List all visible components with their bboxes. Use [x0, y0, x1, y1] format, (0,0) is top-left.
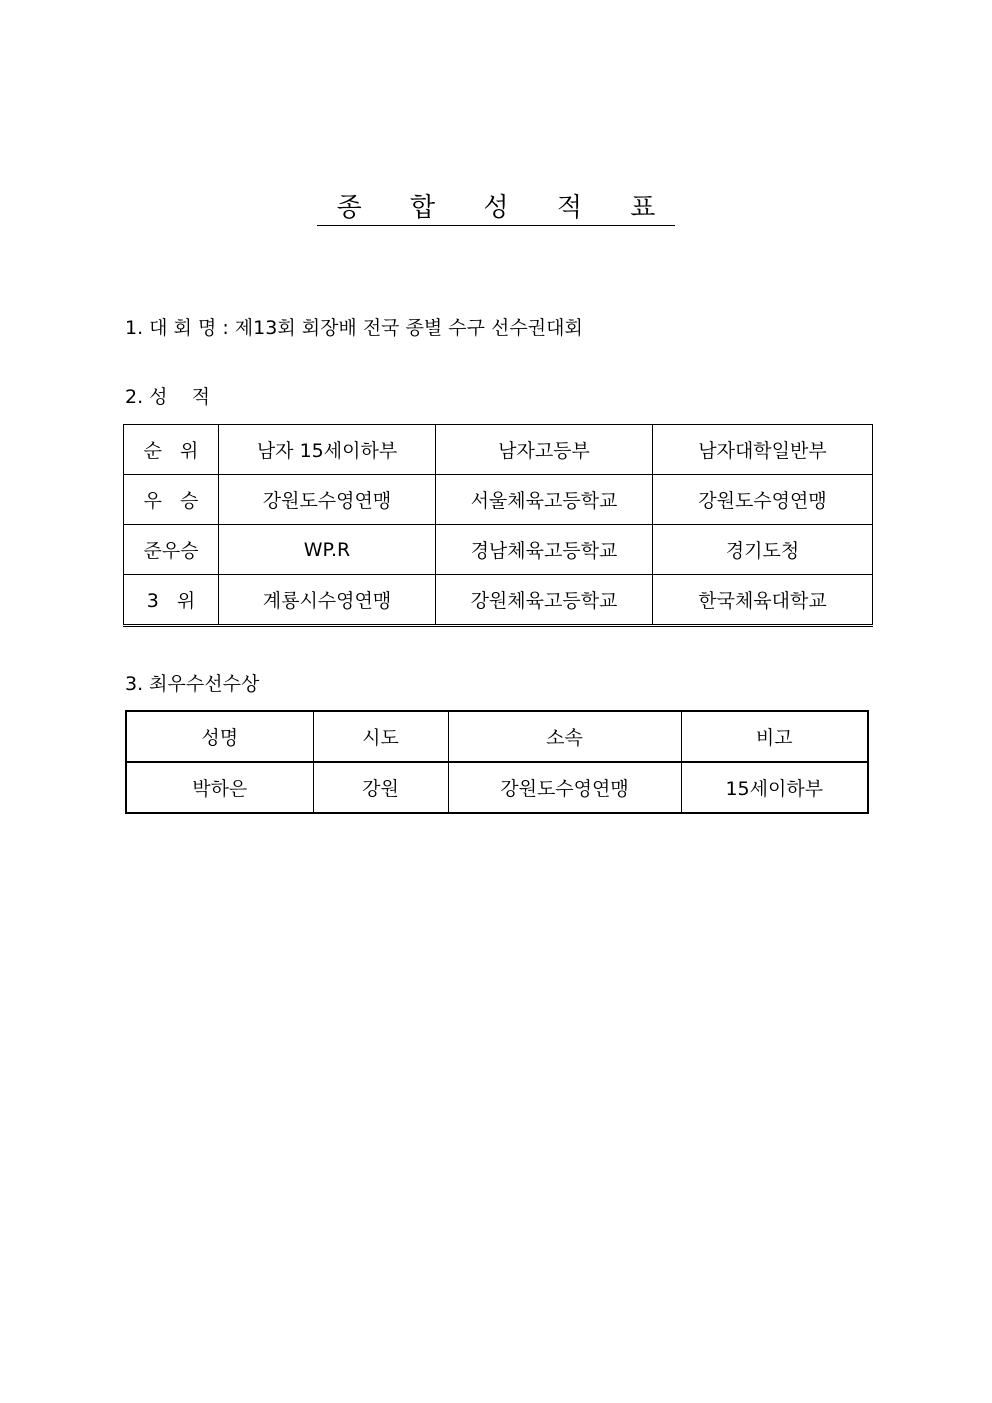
header-cell-rank: 순 위 [124, 425, 219, 475]
mvp-award-table [125, 710, 869, 814]
header-cell-boys-15-under: 남자 15세이하부 [219, 425, 436, 475]
header-cell-men-university-general: 남자대학일반부 [653, 425, 873, 475]
result-cell: 한국체육대학교 [653, 575, 873, 626]
result-cell: 경기도청 [653, 525, 873, 575]
rank-cell: 준우승 [124, 525, 219, 575]
award-cell-province: 강원 [313, 762, 448, 813]
result-cell: 계룡시수영연맹 [219, 575, 436, 626]
page-title [0, 188, 992, 228]
results-header-row [124, 425, 873, 475]
table-row [124, 475, 873, 525]
mvp-section-heading: 3. 최우수선수상 [125, 673, 260, 695]
header-cell-remarks: 비고 [681, 711, 868, 762]
results-section-heading: 2. 성 적 [125, 386, 211, 408]
result-cell: 강원도수영연맹 [219, 475, 436, 525]
result-cell: 강원도수영연맹 [653, 475, 873, 525]
result-cell: 경남체육고등학교 [436, 525, 653, 575]
table-row [124, 525, 873, 575]
award-cell-remarks: 15세이하부 [681, 762, 868, 813]
result-cell: 서울체육고등학교 [436, 475, 653, 525]
result-cell: WP.R [219, 525, 436, 575]
competition-name-line: 1. 대 회 명 : 제13회 회장배 전국 종별 수구 선수권대회 [125, 317, 583, 339]
header-cell-affiliation: 소속 [448, 711, 681, 762]
award-cell-affiliation: 강원도수영연맹 [448, 762, 681, 813]
award-cell-name: 박하은 [126, 762, 313, 813]
header-cell-name: 성명 [126, 711, 313, 762]
header-cell-province: 시도 [313, 711, 448, 762]
table-row [126, 762, 868, 813]
rank-cell: 우 승 [124, 475, 219, 525]
rank-cell: 3 위 [124, 575, 219, 626]
header-cell-boys-high-school: 남자고등부 [436, 425, 653, 475]
table-row [124, 575, 873, 626]
result-cell: 강원체육고등학교 [436, 575, 653, 626]
title-text: 종 합 성 적 표 [317, 191, 676, 226]
results-table [123, 424, 873, 627]
award-header-row [126, 711, 868, 762]
